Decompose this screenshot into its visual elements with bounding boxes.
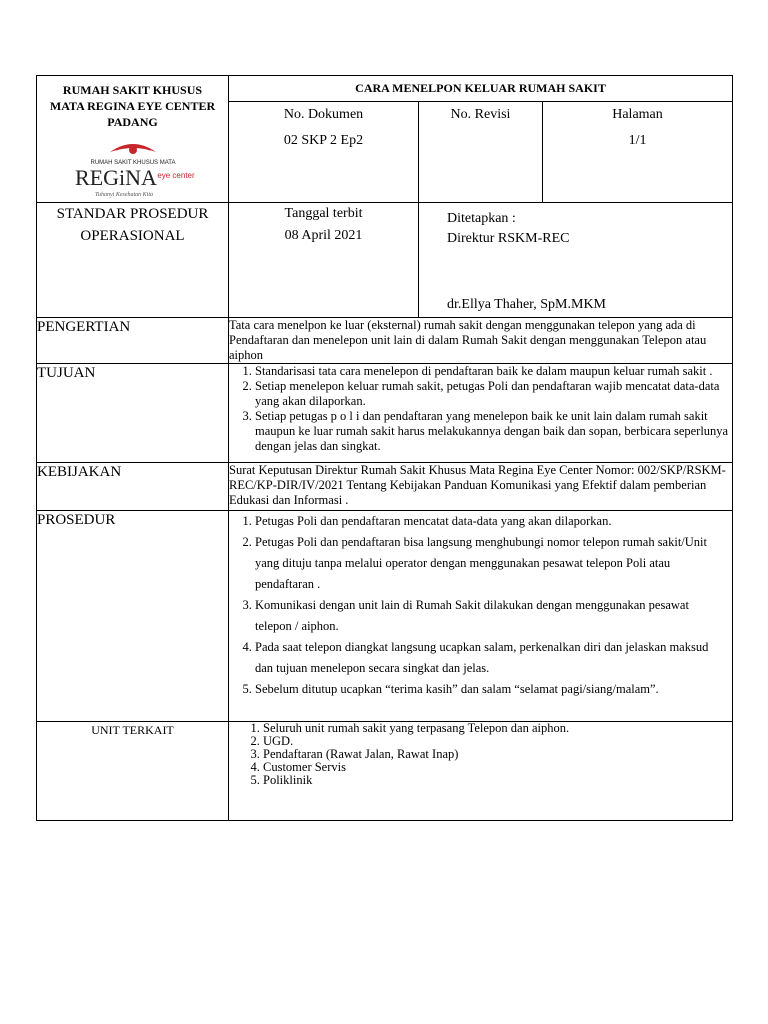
- ditetapkan-role: Direktur RSKM-REC: [447, 231, 570, 246]
- prosedur-list: [229, 511, 732, 700]
- halaman-label: Halaman: [612, 106, 663, 122]
- ditetapkan-name: dr.Ellya Thaher, SpM.MKM: [447, 297, 607, 312]
- halaman-value: 1/1: [628, 132, 647, 148]
- regina-eye-logo-icon: [58, 138, 208, 202]
- sop-document-table: [36, 75, 733, 821]
- list-item: 2. Setiap menelepon keluar rumah sakit, petugas Poli dan pendaftaran wajib mencatat data-data yang akan dilaporkan.: [255, 379, 732, 409]
- unit-terkait-cell: [229, 722, 733, 821]
- tanggal-terbit-value: 08 April 2021: [284, 228, 363, 243]
- list-item: 2. Petugas Poli dan pendaftaran bisa langsung menghubungi nomor telepon rumah sakit/Unit yang dituju tanpa melalui operator dengan menggunakan pesawat telepon Poli atau pendaftaran .: [255, 532, 724, 595]
- no-revisi-cell: [419, 101, 543, 202]
- sop-label-cell: [37, 203, 229, 318]
- list-item: 1. Standarisasi tata cara menelepon di pendaftaran baik ke dalam maupun keluar rumah sakit .: [255, 364, 732, 379]
- hospital-header-cell: [37, 76, 229, 203]
- no-dokumen-label: No. Dokumen: [283, 106, 364, 122]
- tujuan-cell: [229, 364, 733, 463]
- tujuan-list: [229, 364, 732, 454]
- logo-brand-text: REGiNA: [74, 165, 157, 190]
- hospital-logo: [58, 138, 208, 202]
- document-title: CARA MENELPON KELUAR RUMAH SAKIT: [229, 76, 733, 102]
- sop-label-line2: OPERASIONAL: [80, 228, 185, 244]
- list-item: 5. Poliklinik: [263, 774, 732, 787]
- no-dokumen-cell: [229, 101, 419, 202]
- unit-terkait-list: [229, 722, 732, 787]
- list-item: 5. Sebelum ditutup ucapkan “terima kasih” dan salam “selamat pagi/siang/malam”.: [255, 679, 724, 700]
- no-dokumen-value: 02 SKP 2 Ep2: [283, 132, 364, 148]
- halaman-cell: [543, 101, 733, 202]
- pengertian-label: PENGERTIAN: [37, 318, 229, 364]
- tujuan-label: TUJUAN: [37, 364, 229, 463]
- kebijakan-label: KEBIJAKAN: [37, 463, 229, 511]
- list-item: 3. Setiap petugas p o l i dan pendaftaran yang menelepon baik ke unit lain dalam rumah sakit maupun ke luar rumah sakit harus melakukannya dengan baik dan sopan, berbicara seperlunya dengan jelas dan singkat.: [255, 409, 732, 454]
- list-item: 2. UGD.: [263, 735, 732, 748]
- ditetapkan-cell: [419, 203, 733, 318]
- logo-top-text: RUMAH SAKIT KHUSUS MATA: [89, 160, 176, 166]
- tanggal-terbit-label: Tanggal terbit: [284, 206, 363, 221]
- sop-label-line1: STANDAR PROSEDUR: [56, 206, 209, 222]
- ditetapkan-label: Ditetapkan :: [447, 211, 516, 226]
- list-item: 3. Pendaftaran (Rawat Jalan, Rawat Inap): [263, 748, 732, 761]
- hospital-name: RUMAH SAKIT KHUSUS MATA REGINA EYE CENTER PADANG: [49, 83, 216, 129]
- list-item: 1. Seluruh unit rumah sakit yang terpasang Telepon dan aiphon.: [263, 722, 732, 735]
- list-item: 4. Customer Servis: [263, 761, 732, 774]
- list-item: 1. Petugas Poli dan pendaftaran mencatat data-data yang akan dilaporkan.: [255, 511, 724, 532]
- unit-terkait-label: UNIT TERKAIT: [37, 722, 229, 821]
- logo-sub-text: eye center: [156, 171, 195, 180]
- pengertian-text: Tata cara menelpon ke luar (eksternal) rumah sakit dengan menggunakan telepon yang ada di Pendaftaran dan menelepon unit lain di dalam Rumah Sakit dengan menggunakan Telepon atau aiphon: [229, 318, 733, 364]
- tanggal-terbit-cell: [229, 203, 419, 318]
- prosedur-label: PROSEDUR: [37, 511, 229, 722]
- logo-tagline-text: Tuhanyi Kesehatan Kita: [94, 192, 153, 198]
- no-revisi-label: No. Revisi: [450, 106, 511, 122]
- kebijakan-text: Surat Keputusan Direktur Rumah Sakit Khusus Mata Regina Eye Center Nomor: 002/SKP/RSKM-REC/KP-DIR/IV/2021 Tentang Kebijakan Panduan Komunikasi yang Efektif dalam pemberian Edukasi dan Informasi .: [229, 463, 733, 511]
- prosedur-cell: [229, 511, 733, 722]
- list-item: 3. Komunikasi dengan unit lain di Rumah Sakit dilakukan dengan menggunakan pesawat telepon / aiphon.: [255, 595, 724, 637]
- list-item: 4. Pada saat telepon diangkat langsung ucapkan salam, perkenalkan diri dan jelaskan maksud dan tujuan menelepon secara singkat dan jelas.: [255, 637, 724, 679]
